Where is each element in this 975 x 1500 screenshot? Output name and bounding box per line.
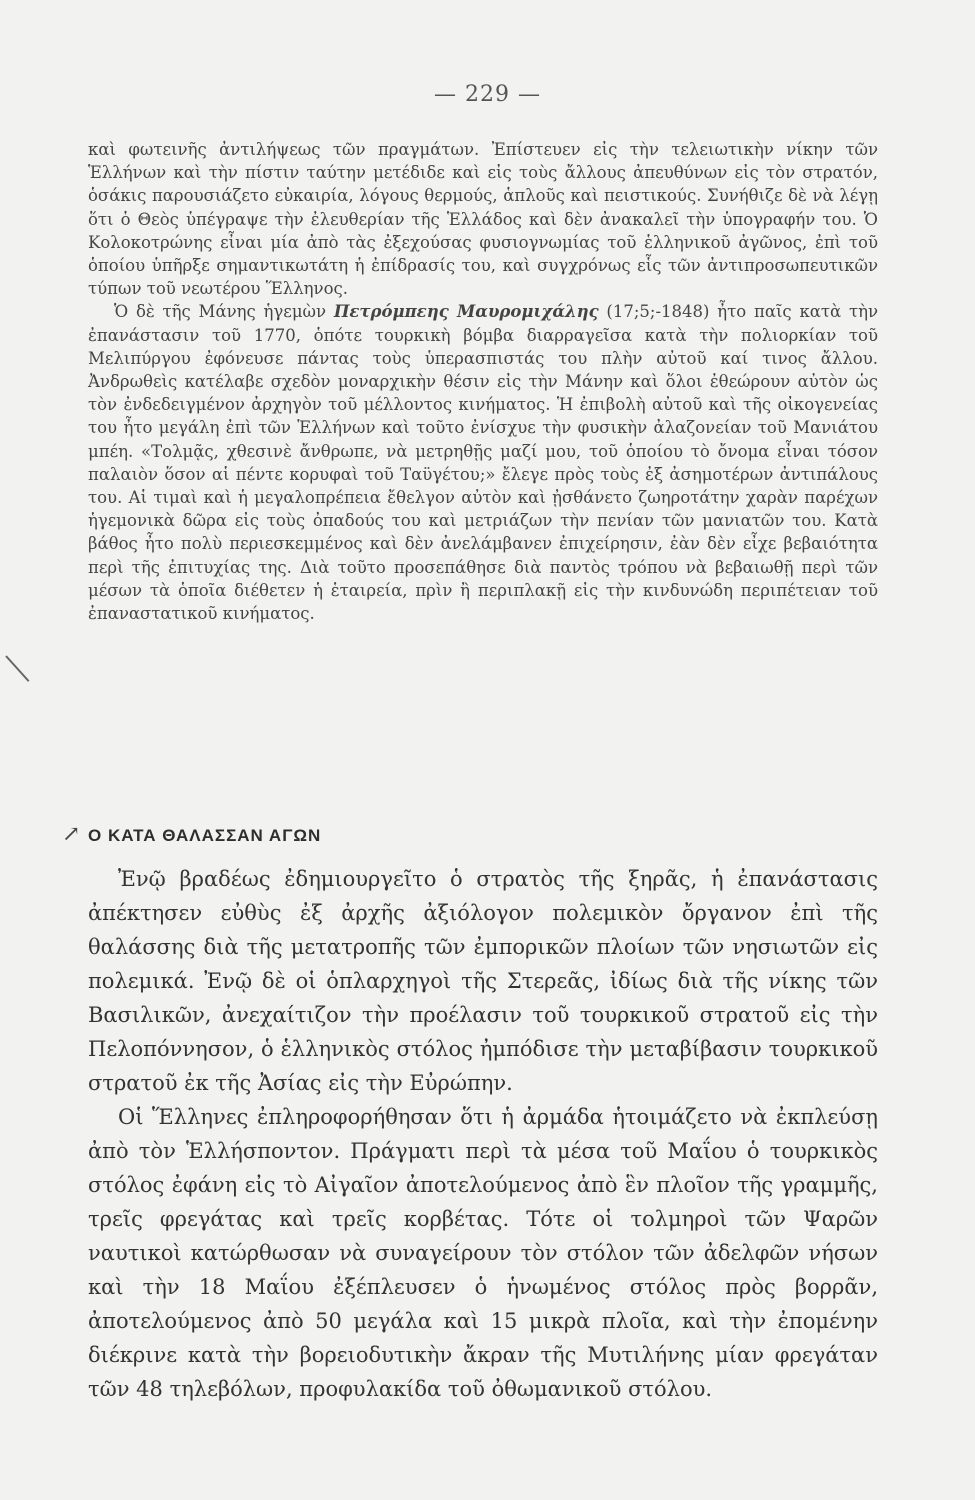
page-number: — 229 — [434,82,541,107]
paragraph-mavromichalis [88,300,878,625]
paragraph-text: Ὁ δὲ τῆς Μάνης ἡγεμὼν [114,302,334,322]
margin-pencil-mark [5,655,29,682]
person-name: Πετρόμπεης Μαυρομιχάλης [333,302,599,322]
body-text-upper [88,138,878,625]
body-text-lower [88,862,878,1406]
paragraph-text: (17;5;-1848) ἦτο παῖς κατὰ τὴν ἐπανάστασιν τοῦ 1770, ὁπότε τουρκικὴ βόμβα διαρραγεῖσα κατὰ τὴν πολιορκίαν τοῦ Μελιπύργου ἐφόνευσε πάντας τοὺς ὑπερασπιστάς του πλὴν αὐτοῦ καί τινος ἄλλου. Ἀνδρωθεὶς κατέλαβε σχεδὸν μοναρχικὴν θέσιν εἰς τὴν Μάνην καὶ ὅλοι ἐθεώρουν αὐτὸν ὡς τὸν ἐνδεδειγμένον ἀρχηγὸν τοῦ μέλλοντος κινήματος. Ἡ ἐπιβολὴ αὐτοῦ καὶ τῆς οἰκογενείας του ἦτο μεγάλη ἐπὶ τῶν Ἑλλήνων καὶ τοῦτο ἐνίσχυε τὴν φυσικὴν ἀλαζονείαν τοῦ Μανιάτου μπέη. «Τολμᾷς, χθεσινὲ ἄνθρωπε, νὰ μετρηθῇς μαζί μου, τοῦ ὁποίου τὸ ὄνομα εἶναι τόσον παλαιὸν ὅσον αἱ πέντε κορυφαὶ τοῦ Ταϋγέτου;» ἔλεγε πρὸς τοὺς ἐξ ἀσημοτέρων ἀντιπάλους του. Αἱ τιμαὶ καὶ ἡ μεγαλοπρέπεια ἔθελγον αὐτὸν καὶ ᾐσθάνετο ζωηροτάτην χαρὰν παρέχων ἡγεμονικὰ δῶρα εἰς τοὺς ὀπαδούς του καὶ μετριάζων τὴν πενίαν τῶν μανιατῶν του. Κατὰ βάθος ἦτο πολὺ περιεσκεμμένος καὶ δὲν ἀνελάμβανεν ἐπιχείρησιν, ἐὰν δὲν εἶχε βεβαιότητα περὶ τῆς ἐπιτυχίας της. Διὰ τοῦτο προσεπάθησε διὰ παντὸς τρόπου νὰ βεβαιωθῇ περὶ τῶν μέσων τὰ ὁποῖα διέθετεν ἡ ἑταιρεία, πρὶν ἢ περιπλακῇ εἰς τὴν κινδυνώδη περιπέτειαν τοῦ ἐπαναστατικοῦ κινήματος. [88,302,878,624]
paragraph-fleet: Οἱ Ἕλληνες ἐπληροφορήθησαν ὅτι ἡ ἀρμάδα ἡτοιμάζετο νὰ ἐκπλεύσῃ ἀπὸ τὸν Ἑλλήσποντον. Πράγματι περὶ τὰ μέσα τοῦ Μαΐου ὁ τουρκικὸς στόλος ἐφάνη εἰς τὸ Αἰγαῖον ἀποτελούμενος ἀπὸ ἓν πλοῖον τῆς γραμμῆς, τρεῖς φρεγάτας καὶ τρεῖς κορβέτας. Τότε οἱ τολμηροὶ τῶν Ψαρῶν ναυτικοὶ κατώρθωσαν νὰ συναγείρουν τὸν στόλον τῶν ἀδελφῶν νήσων καὶ τὴν 18 Μαΐου ἐξέπλευσεν ὁ ἡνωμένος στόλος πρὸς βορρᾶν, ἀποτελούμενος ἀπὸ 50 μεγάλα καὶ 15 μικρὰ πλοῖα, καὶ τὴν ἐπομένην διέκρινε κατὰ τὴν βορειοδυτικὴν ἄκραν τῆς Μυτιλήνης μίαν φρεγάταν τῶν 48 τηλεβόλων, προφυλακίδα τοῦ ὀθωμανικοῦ στόλου. [88,1105,878,1401]
margin-annotation-icon: ↗ [62,822,81,847]
paragraph-naval-intro: Ἐνῷ βραδέως ἐδημιουργεῖτο ὁ στρατὸς τῆς ξηρᾶς, ἡ ἐπανάστασις ἀπέκτησεν εὐθὺς ἐξ ἀρχῆς ἀξιόλογον πολεμικὸν ὄργανον ἐπὶ τῆς θαλάσσης διὰ τῆς μετατροπῆς τῶν ἐμπορικῶν πλοίων τῶν νησιωτῶν εἰς πολεμικά. Ἐνῷ δὲ οἱ ὁπλαρχηγοὶ τῆς Στερεᾶς, ἰδίως διὰ τῆς νίκης τῶν Βασιλικῶν, ἀνεχαίτιζον τὴν προέλασιν τοῦ τουρκικοῦ στρατοῦ εἰς τὴν Πελοπόννησον, ὁ ἑλληνικὸς στόλος ἠμπόδισε τὴν μεταβίβασιν τουρκικοῦ στρατοῦ ἐκ τῆς Ἀσίας εἰς τὴν Εὐρώπην. [88,867,878,1095]
paragraph-kolokotronis: καὶ φωτεινῆς ἀντιλήψεως τῶν πραγμάτων. Ἐπίστευεν εἰς τὴν τελειωτικὴν νίκην τῶν Ἑλλήνων καὶ τὴν πίστιν ταύτην μετέδιδε καὶ εἰς τοὺς ἄλλους ἀπευθύνων εἰς τὸν στρατόν, ὁσάκις παρουσιάζετο εὐκαιρία, λόγους θερμούς, ἁπλοῦς καὶ πειστικούς. Συνήθιζε δὲ νὰ λέγῃ ὅτι ὁ Θεὸς ὑπέγραψε τὴν ἐλευθερίαν τῆς Ἑλλάδος καὶ δὲν ἀνακαλεῖ τὴν ὑπογραφήν του. Ὁ Κολοκοτρώνης εἶναι μία ἀπὸ τὰς ἐξεχούσας φυσιογνωμίας τοῦ ἑλληνικοῦ ἀγῶνος, ἐπὶ τοῦ ὁποίου ὑπῆρξε σημαντικωτάτη ἡ ἐπίδρασίς του, καὶ συγχρόνως εἷς τῶν ἀντιπροσωπευτικῶν τύπων τοῦ νεωτέρου Ἕλληνος. [88,140,878,299]
section-heading: Ο ΚΑΤΑ ΘΑΛΑΣΣΑΝ ΑΓΩΝ [88,826,322,845]
